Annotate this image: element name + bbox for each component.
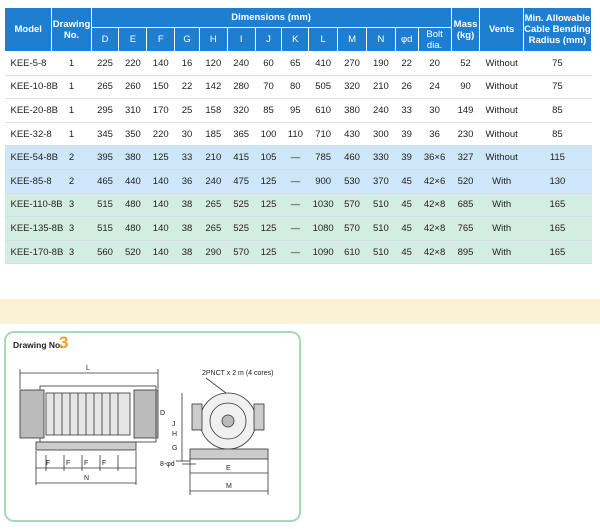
value-cell: 525 <box>227 217 255 241</box>
base-plate-front <box>190 449 268 459</box>
value-cell: 25 <box>175 99 200 123</box>
value-cell: Without <box>480 52 523 76</box>
value-cell: 560 <box>91 240 119 264</box>
value-cell: Without <box>480 75 523 99</box>
value-cell: 330 <box>366 146 395 170</box>
value-cell: 3 <box>52 193 91 217</box>
value-cell: 570 <box>338 217 367 241</box>
value-cell: 125 <box>255 193 282 217</box>
label-H: H <box>172 431 178 438</box>
value-cell: 1030 <box>309 193 338 217</box>
value-cell: — <box>282 146 309 170</box>
table-row <box>5 146 592 170</box>
value-cell: 42×6 <box>418 169 451 193</box>
value-cell: 270 <box>338 52 367 76</box>
value-cell: 42×8 <box>418 217 451 241</box>
label-cable: 2PNCT x 2 m (4 cores) <box>202 370 274 377</box>
value-cell: 1090 <box>309 240 338 264</box>
value-cell: 65 <box>282 52 309 76</box>
value-cell: 525 <box>227 193 255 217</box>
model-cell: KEE-170-8B <box>5 240 52 264</box>
value-cell: 90 <box>451 75 480 99</box>
header-mass: Mass (kg) <box>451 8 480 52</box>
value-cell: 475 <box>227 169 255 193</box>
label-M: M <box>226 483 232 490</box>
value-cell: 33 <box>395 99 418 123</box>
value-cell: 125 <box>147 146 175 170</box>
value-cell: 685 <box>451 193 480 217</box>
label-F2: F <box>66 460 71 467</box>
value-cell: 125 <box>255 169 282 193</box>
spec-table <box>4 7 592 264</box>
value-cell: 290 <box>199 240 227 264</box>
header-dimensions: Dimensions (mm) <box>91 8 451 28</box>
header-model: Model <box>5 8 52 52</box>
value-cell: 125 <box>255 217 282 241</box>
left-weight <box>20 390 44 438</box>
label-F4: F <box>102 460 107 467</box>
value-cell: 505 <box>309 75 338 99</box>
value-cell: 165 <box>523 240 591 264</box>
value-cell: 240 <box>199 169 227 193</box>
value-cell: 140 <box>147 240 175 264</box>
header-dim-4: H <box>199 28 227 52</box>
value-cell: 1 <box>52 52 91 76</box>
value-cell: 2 <box>52 169 91 193</box>
value-cell: 142 <box>199 75 227 99</box>
value-cell: 570 <box>338 193 367 217</box>
value-cell: 327 <box>451 146 480 170</box>
label-N: N <box>84 475 90 482</box>
value-cell: 140 <box>147 217 175 241</box>
value-cell: Without <box>480 122 523 146</box>
value-cell: 30 <box>418 99 451 123</box>
table-row <box>5 193 592 217</box>
value-cell: 30 <box>175 122 200 146</box>
value-cell: 370 <box>366 169 395 193</box>
value-cell: 260 <box>119 75 147 99</box>
value-cell: 16 <box>175 52 200 76</box>
value-cell: 510 <box>366 193 395 217</box>
value-cell: 3 <box>52 240 91 264</box>
header-dim-12: Bolt dia. <box>418 28 451 52</box>
label-G: G <box>172 445 178 452</box>
value-cell: 140 <box>147 52 175 76</box>
value-cell: 785 <box>309 146 338 170</box>
value-cell: 22 <box>175 75 200 99</box>
header-drawing-no: Drawing No. <box>52 8 91 52</box>
right-weight <box>134 390 158 438</box>
value-cell: 480 <box>119 193 147 217</box>
value-cell: With <box>480 217 523 241</box>
label-L: L <box>86 365 90 372</box>
drawing-number: 3 <box>59 333 69 352</box>
value-cell: 95 <box>282 99 309 123</box>
value-cell: 430 <box>338 122 367 146</box>
model-cell: KEE-135-8B <box>5 217 52 241</box>
value-cell: With <box>480 193 523 217</box>
value-cell: 36 <box>175 169 200 193</box>
value-cell: 36×6 <box>418 146 451 170</box>
value-cell: 158 <box>199 99 227 123</box>
value-cell: 310 <box>119 99 147 123</box>
value-cell: — <box>282 217 309 241</box>
header-dim-0: D <box>91 28 119 52</box>
header-dim-8: L <box>309 28 338 52</box>
value-cell: 125 <box>255 240 282 264</box>
value-cell: 520 <box>119 240 147 264</box>
label-F3: F <box>84 460 89 467</box>
value-cell: 440 <box>119 169 147 193</box>
value-cell: 210 <box>366 75 395 99</box>
value-cell: 520 <box>451 169 480 193</box>
header-dim-9: M <box>338 28 367 52</box>
header-dim-2: F <box>147 28 175 52</box>
value-cell: 350 <box>119 122 147 146</box>
header-bending-radius: Min. Allowable Cable Bending Radius (mm) <box>523 8 591 52</box>
value-cell: 395 <box>91 146 119 170</box>
value-cell: 410 <box>309 52 338 76</box>
model-cell: KEE-85-8 <box>5 169 52 193</box>
value-cell: Without <box>480 146 523 170</box>
value-cell: 75 <box>523 52 591 76</box>
drawing-panel <box>4 331 301 522</box>
value-cell: 220 <box>147 122 175 146</box>
value-cell: With <box>480 240 523 264</box>
table-row <box>5 52 592 76</box>
value-cell: 165 <box>523 217 591 241</box>
value-cell: 38 <box>175 240 200 264</box>
value-cell: 52 <box>451 52 480 76</box>
value-cell: 33 <box>175 146 200 170</box>
value-cell: — <box>282 169 309 193</box>
value-cell: 38 <box>175 217 200 241</box>
label-F1: F <box>46 460 51 467</box>
value-cell: 85 <box>255 99 282 123</box>
value-cell: 265 <box>91 75 119 99</box>
value-cell: 515 <box>91 217 119 241</box>
value-cell: 900 <box>309 169 338 193</box>
value-cell: 20 <box>418 52 451 76</box>
value-cell: 510 <box>366 217 395 241</box>
value-cell: 39 <box>395 122 418 146</box>
table-row <box>5 75 592 99</box>
value-cell: 365 <box>227 122 255 146</box>
value-cell: 1 <box>52 122 91 146</box>
value-cell: 465 <box>91 169 119 193</box>
table-row <box>5 217 592 241</box>
value-cell: 480 <box>119 217 147 241</box>
value-cell: 1 <box>52 75 91 99</box>
value-cell: 3 <box>52 217 91 241</box>
value-cell: 165 <box>523 193 591 217</box>
value-cell: 280 <box>227 75 255 99</box>
value-cell: 105 <box>255 146 282 170</box>
value-cell: 45 <box>395 217 418 241</box>
model-cell: KEE-54-8B <box>5 146 52 170</box>
value-cell: 42×8 <box>418 193 451 217</box>
value-cell: Without <box>480 99 523 123</box>
value-cell: 300 <box>366 122 395 146</box>
value-cell: 42×8 <box>418 240 451 264</box>
base-plate-side <box>36 442 136 450</box>
value-cell: 140 <box>147 193 175 217</box>
table-row <box>5 240 592 264</box>
label-bolt: 8-φd <box>160 461 175 468</box>
value-cell: 149 <box>451 99 480 123</box>
value-cell: 320 <box>227 99 255 123</box>
value-cell: 510 <box>366 240 395 264</box>
value-cell: 38 <box>175 193 200 217</box>
header-dim-5: I <box>227 28 255 52</box>
header-dim-11: φd <box>395 28 418 52</box>
table-row <box>5 169 592 193</box>
value-cell: 295 <box>91 99 119 123</box>
value-cell: 45 <box>395 193 418 217</box>
value-cell: 710 <box>309 122 338 146</box>
value-cell: 140 <box>147 169 175 193</box>
model-cell: KEE-110-8B <box>5 193 52 217</box>
header-vents: Vents <box>480 8 523 52</box>
value-cell: 26 <box>395 75 418 99</box>
label-E: E <box>226 465 231 472</box>
value-cell: 220 <box>119 52 147 76</box>
value-cell: 24 <box>418 75 451 99</box>
table-row <box>5 122 592 146</box>
value-cell: 22 <box>395 52 418 76</box>
value-cell: 415 <box>227 146 255 170</box>
value-cell: 2 <box>52 146 91 170</box>
value-cell: 570 <box>227 240 255 264</box>
table-row <box>5 99 592 123</box>
model-cell: KEE-5-8 <box>5 52 52 76</box>
value-cell: 380 <box>338 99 367 123</box>
value-cell: 80 <box>282 75 309 99</box>
value-cell: 530 <box>338 169 367 193</box>
value-cell: 75 <box>523 75 591 99</box>
value-cell: 60 <box>255 52 282 76</box>
header-dim-6: J <box>255 28 282 52</box>
value-cell: 610 <box>309 99 338 123</box>
model-cell: KEE-32-8 <box>5 122 52 146</box>
value-cell: 265 <box>199 193 227 217</box>
dimension-drawing <box>6 333 299 520</box>
value-cell: 515 <box>91 193 119 217</box>
value-cell: 150 <box>147 75 175 99</box>
divider-band <box>0 299 600 324</box>
label-D: D <box>160 410 166 417</box>
value-cell: 610 <box>338 240 367 264</box>
value-cell: 85 <box>523 122 591 146</box>
value-cell: 185 <box>199 122 227 146</box>
value-cell: 39 <box>395 146 418 170</box>
value-cell: 120 <box>199 52 227 76</box>
value-cell: 110 <box>282 122 309 146</box>
model-cell: KEE-20-8B <box>5 99 52 123</box>
value-cell: — <box>282 240 309 264</box>
value-cell: 380 <box>119 146 147 170</box>
value-cell: 170 <box>147 99 175 123</box>
value-cell: 115 <box>523 146 591 170</box>
value-cell: 1 <box>52 99 91 123</box>
value-cell: 36 <box>418 122 451 146</box>
drawing-title: Drawing No. <box>13 340 63 350</box>
value-cell: With <box>480 169 523 193</box>
value-cell: 225 <box>91 52 119 76</box>
value-cell: 240 <box>366 99 395 123</box>
value-cell: 210 <box>199 146 227 170</box>
value-cell: 765 <box>451 217 480 241</box>
value-cell: 45 <box>395 169 418 193</box>
value-cell: 190 <box>366 52 395 76</box>
value-cell: 130 <box>523 169 591 193</box>
header-dim-7: K <box>282 28 309 52</box>
header-dim-3: G <box>175 28 200 52</box>
value-cell: 320 <box>338 75 367 99</box>
value-cell: 70 <box>255 75 282 99</box>
value-cell: — <box>282 193 309 217</box>
header-dim-1: E <box>119 28 147 52</box>
label-J: J <box>172 421 176 428</box>
value-cell: 1080 <box>309 217 338 241</box>
value-cell: 345 <box>91 122 119 146</box>
value-cell: 265 <box>199 217 227 241</box>
header-dim-10: N <box>366 28 395 52</box>
value-cell: 230 <box>451 122 480 146</box>
value-cell: 100 <box>255 122 282 146</box>
value-cell: 85 <box>523 99 591 123</box>
value-cell: 240 <box>227 52 255 76</box>
value-cell: 460 <box>338 146 367 170</box>
model-cell: KEE-10-8B <box>5 75 52 99</box>
value-cell: 895 <box>451 240 480 264</box>
value-cell: 45 <box>395 240 418 264</box>
